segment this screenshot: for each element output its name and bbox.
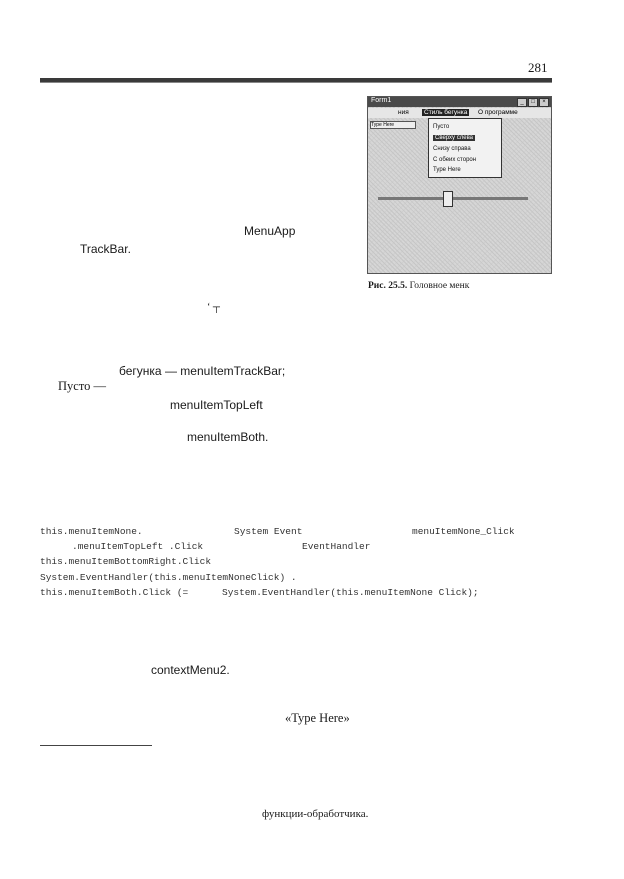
code-line-1a: this.menuItemNone. (40, 526, 143, 537)
text-type-here: «Type Here» (285, 711, 350, 725)
figure-dropdown-item: Пусто (433, 124, 450, 130)
figure-slider-thumb (443, 191, 453, 207)
figure-dropdown-item: Type Here (433, 167, 461, 173)
figure-dropdown-item: Сверху слева (435, 135, 474, 141)
figure-trackbar-label: Type Here (370, 121, 416, 129)
figure-caption-text: Головное менк (409, 281, 470, 291)
text-begunka (119, 364, 285, 378)
close-icon: × (539, 98, 549, 107)
figure-caption-label: Рис. 25.5. (368, 281, 408, 291)
header-rule (40, 78, 552, 83)
figure-menu-item-2: О программе (478, 109, 518, 116)
minimize-icon: _ (517, 98, 527, 107)
code-line-5a: this.menuItemBoth.Click (= (40, 587, 189, 598)
figure-dropdown-item: Снизу справа (433, 146, 471, 152)
figure-menu-item-0: ния (398, 109, 409, 116)
code-line-1b: System Event (234, 526, 303, 537)
figure-dropdown-item: С обеих сторон (433, 157, 477, 163)
text-begunka-prefix: бегунка — (119, 364, 177, 378)
figure-menubar (368, 108, 551, 118)
figure-screenshot (367, 96, 552, 274)
code-line-5b: System.EventHandler(this.menuItemNone Click); (222, 587, 479, 598)
maximize-icon: □ (528, 98, 538, 107)
code-line-2a: .menuItemTopLeft .Click (72, 541, 204, 552)
footnote-rule (40, 745, 152, 746)
text-mark: ʻ ┬ (207, 302, 220, 313)
figure-slider-track (378, 197, 528, 200)
text-handler: функции-обработчика. (262, 808, 369, 820)
figure-caption (368, 281, 469, 291)
code-line-1c: menuItemNone_Click (412, 526, 515, 537)
text-menuitem-trackbar: menuItemTrackBar; (180, 364, 286, 378)
text-context-menu: contextMenu2. (151, 663, 230, 677)
text-pusto: Пусто — (58, 379, 106, 393)
text-menuapp: MenuApp (244, 224, 296, 238)
text-menuitem-both: menuItemBoth. (187, 430, 269, 444)
figure-menu-item-1: Стиль бегунка (424, 109, 468, 116)
text-menuitem-topleft: menuItemTopLeft (170, 398, 263, 412)
code-line-2b: EventHandler (302, 541, 371, 552)
code-line-3: this.menuItemBottomRight.Click (40, 556, 212, 567)
figure-window-title: Form1 (371, 97, 392, 104)
figure-window-titlebar (368, 97, 551, 107)
page-number: 281 (528, 60, 548, 75)
text-trackbar: TrackBar. (80, 242, 131, 256)
figure-dropdown-menu (428, 118, 502, 178)
code-line-4: System.EventHandler(this.menuItemNoneClick) . (40, 572, 297, 583)
